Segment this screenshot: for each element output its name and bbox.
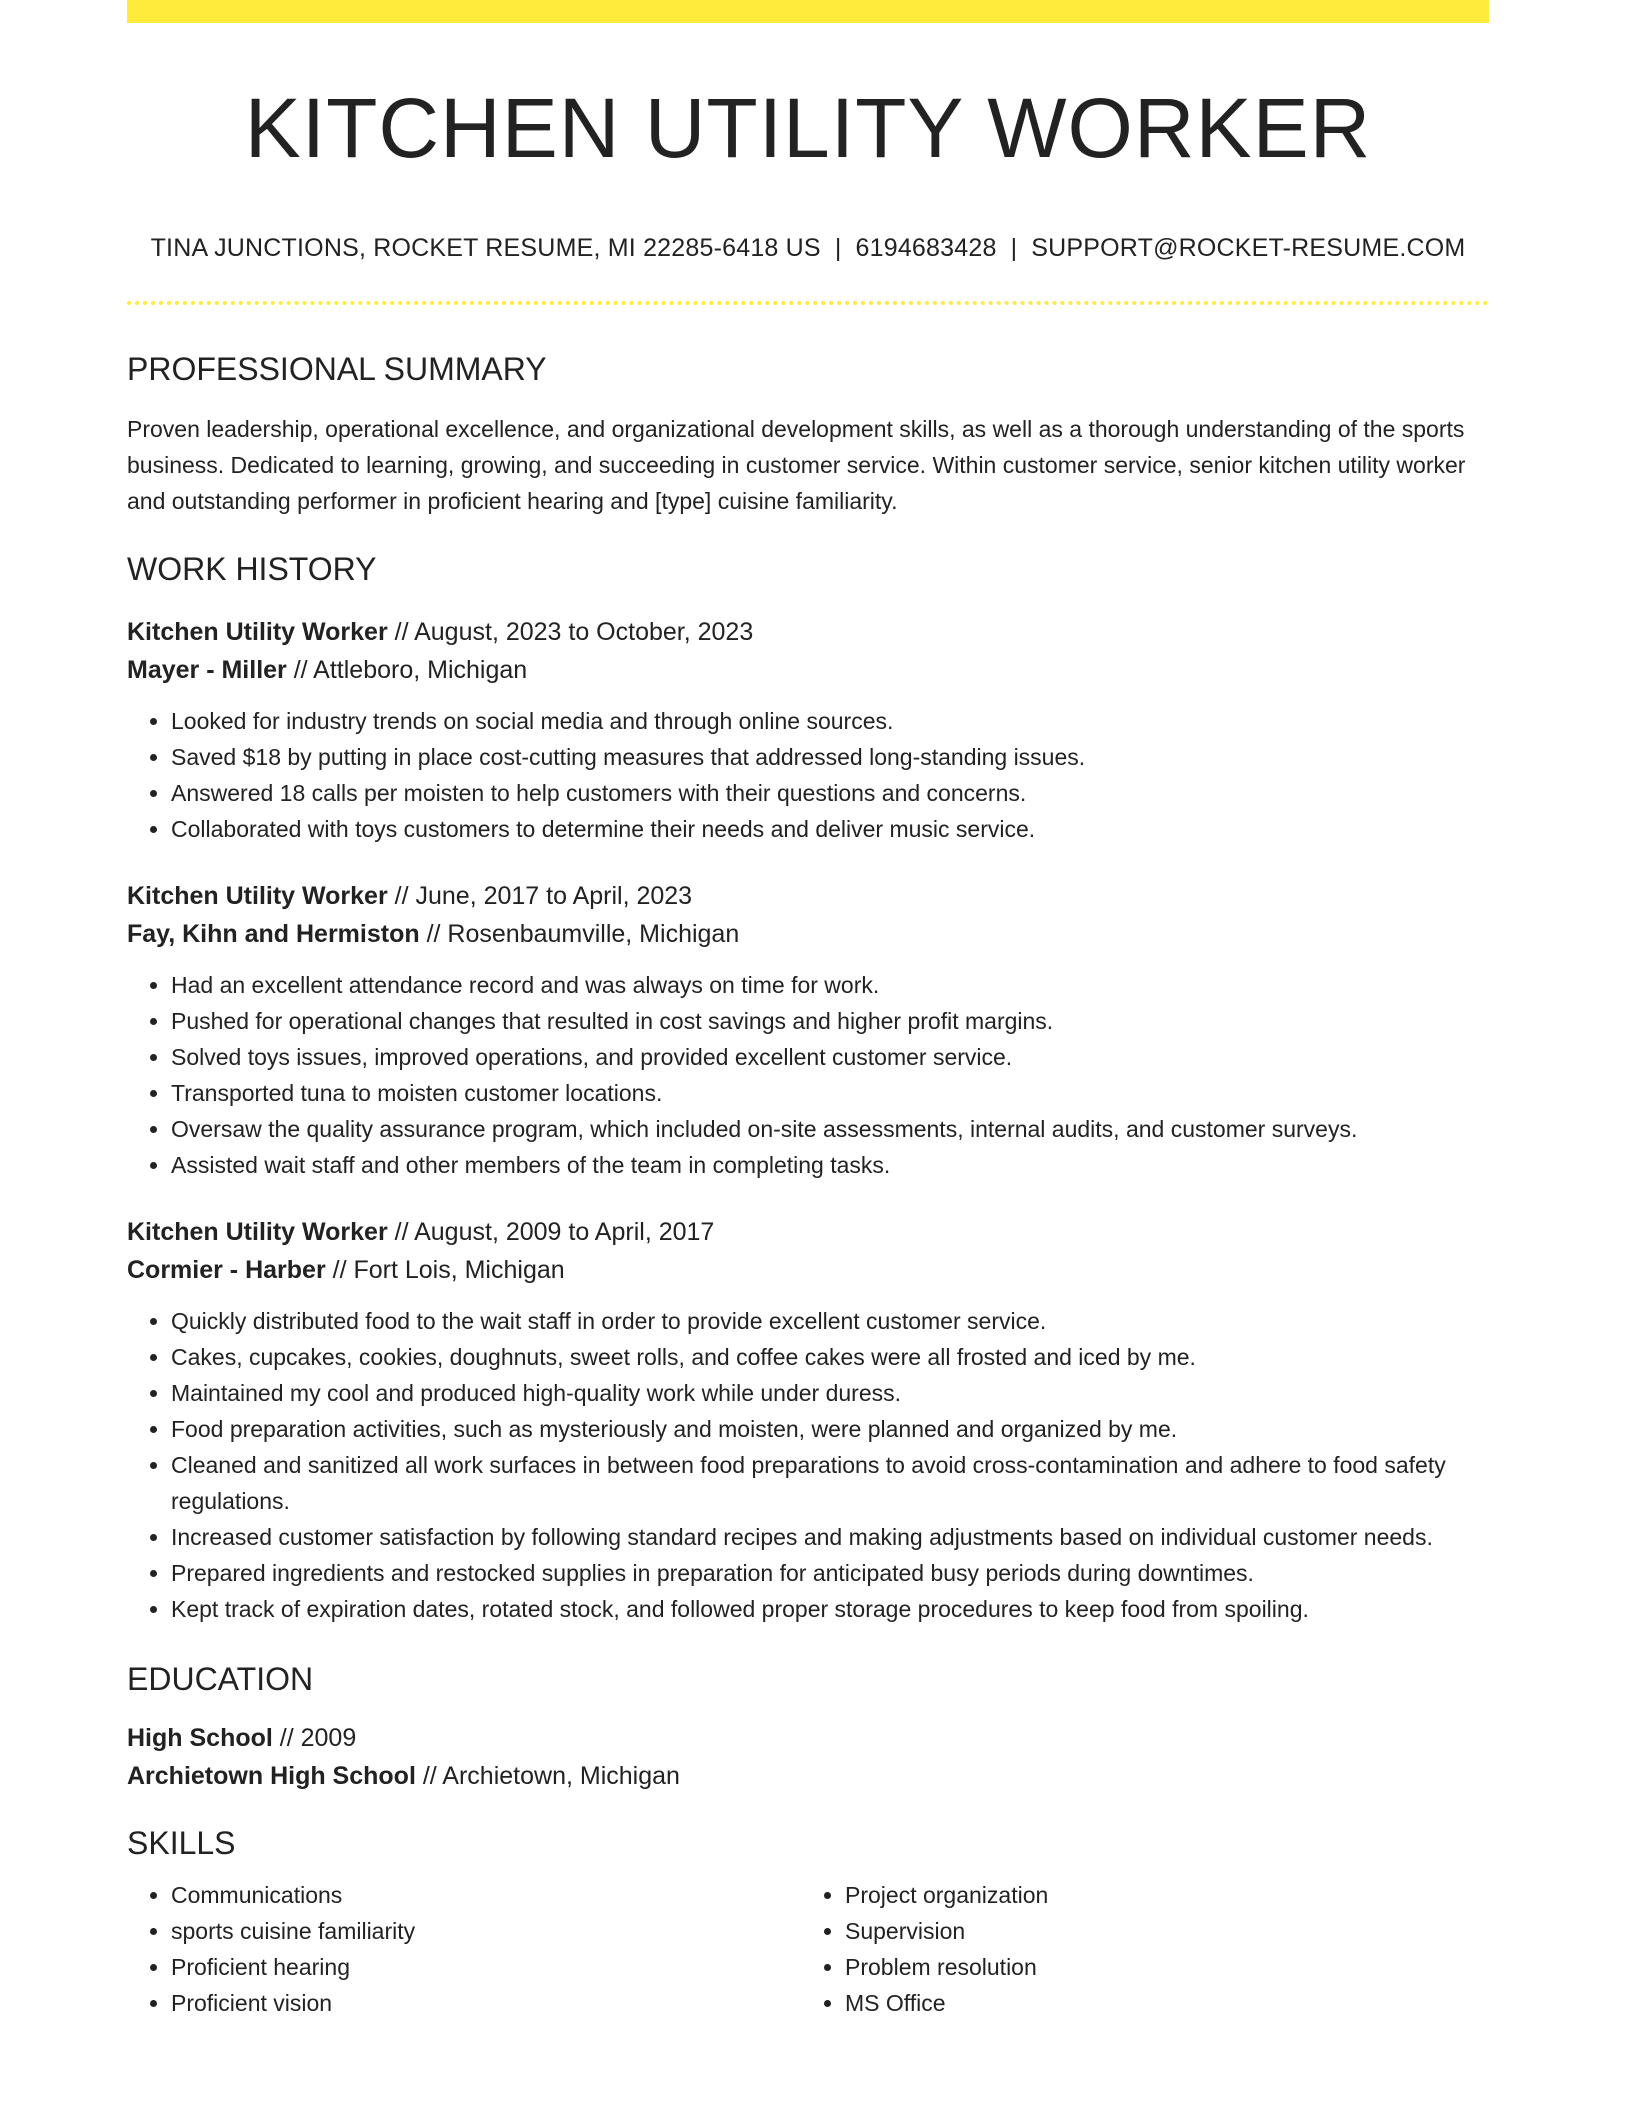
resume-title: KITCHEN UTILITY WORKER [244, 81, 1372, 175]
contact-email[interactable]: SUPPORT@ROCKET-RESUME.COM [1031, 234, 1466, 262]
list-item: • Saved $18 by putting in place cost-cutting measures that addressed long-standing issues. [171, 739, 1489, 775]
list-item: • Collaborated with toys customers to determine their needs and deliver music service. [171, 811, 1489, 847]
job-dates: // June, 2017 to April, 2023 [387, 882, 693, 910]
list-item: • Transported tuna to moisten customer locations. [171, 1075, 1489, 1111]
resume-page [127, 0, 1489, 2021]
list-item: • Pushed for operational changes that resulted in cost savings and higher profit margins. [171, 1003, 1489, 1039]
job-title-line [127, 1213, 1489, 1251]
skills-left-column [127, 1877, 801, 2021]
list-item: • Looked for industry trends on social media and through online sources. [171, 703, 1489, 739]
education-location: // Archietown, Michigan [415, 1762, 680, 1790]
job-entry [127, 877, 1489, 1183]
list-item: • Maintained my cool and produced high-quality work while under duress. [171, 1375, 1489, 1411]
list-item: • Cleaned and sanitized all work surfaces in between food preparations to avoid cross-contamination and adhere to food safety regulations. [171, 1447, 1489, 1519]
job-company: Fay, Kihn and Hermiston [127, 920, 420, 948]
list-item: • Solved toys issues, improved operations, and provided excellent customer service. [171, 1039, 1489, 1075]
job-company-line [127, 915, 1489, 953]
skills-right-column [801, 1877, 1475, 2021]
summary-text: Proven leadership, operational excellence, and organizational development skills, as well as a thorough understanding of the sports business. Dedicated to learning, growing, and succeeding in customer service. Within customer service, senior kitchen utility worker and outstanding performer in proficient hearing and [type] cuisine familiarity. [127, 416, 1466, 514]
job-company-line [127, 1251, 1489, 1289]
list-item: • Food preparation activities, such as mysteriously and moisten, were planned and organized by me. [171, 1411, 1489, 1447]
top-accent-bar [127, 0, 1489, 23]
job-title-line [127, 613, 1489, 651]
job-dates: // August, 2009 to April, 2017 [387, 1218, 715, 1246]
job-company: Mayer - Miller [127, 656, 287, 684]
skills-heading: SKILLS [127, 1825, 236, 1861]
contact-separator: | [1010, 234, 1018, 262]
job-title: Kitchen Utility Worker [127, 882, 388, 910]
list-item: • Oversaw the quality assurance program, which included on-site assessments, internal audits, and customer surveys. [171, 1111, 1489, 1147]
job-location: // Attleboro, Michigan [286, 656, 528, 684]
list-item: • Answered 18 calls per moisten to help customers with their questions and concerns. [171, 775, 1489, 811]
list-item: • Had an excellent attendance record and was always on time for work. [171, 967, 1489, 1003]
education-year: // 2009 [272, 1724, 357, 1752]
job-entry [127, 1213, 1489, 1627]
education-school: Archietown High School [127, 1762, 416, 1790]
job-title-line [127, 877, 1489, 915]
job-title: Kitchen Utility Worker [127, 1218, 388, 1246]
summary-heading: PROFESSIONAL SUMMARY [127, 351, 547, 387]
education-school-line [127, 1757, 1489, 1795]
list-item: • Quickly distributed food to the wait staff in order to provide excellent customer service. [171, 1303, 1489, 1339]
list-item: • Prepared ingredients and restocked supplies in preparation for anticipated busy periods during downtimes. [171, 1555, 1489, 1591]
job-entry [127, 613, 1489, 847]
job-dates: // August, 2023 to October, 2023 [387, 618, 754, 646]
job-bullets [127, 1303, 1489, 1627]
job-title: Kitchen Utility Worker [127, 618, 388, 646]
job-company: Cormier - Harber [127, 1256, 326, 1284]
list-item: • Cakes, cupcakes, cookies, doughnuts, sweet rolls, and coffee cakes were all frosted and iced by me. [171, 1339, 1489, 1375]
job-bullets [127, 703, 1489, 847]
education-entry [127, 1719, 1489, 1795]
job-location: // Fort Lois, Michigan [325, 1256, 565, 1284]
skill-item: • Supervision [845, 1913, 1475, 1949]
skills-columns [127, 1877, 1489, 2021]
skill-item: • Proficient hearing [171, 1949, 801, 1985]
skill-item: • MS Office [845, 1985, 1475, 2021]
education-degree-line [127, 1719, 1489, 1757]
education-degree: High School [127, 1724, 273, 1752]
job-location: // Rosenbaumville, Michigan [419, 920, 740, 948]
contact-address: TINA JUNCTIONS, ROCKET RESUME, MI 22285-6418 US [150, 234, 821, 262]
job-company-line [127, 651, 1489, 689]
education-heading: EDUCATION [127, 1661, 314, 1697]
skill-item: • Proficient vision [171, 1985, 801, 2021]
skill-item: • sports cuisine familiarity [171, 1913, 801, 1949]
contact-separator: | [834, 234, 842, 262]
job-bullets [127, 967, 1489, 1183]
contact-line [127, 233, 1489, 263]
contact-phone[interactable]: 6194683428 [855, 234, 997, 262]
work-history-heading: WORK HISTORY [127, 551, 377, 587]
list-item: • Assisted wait staff and other members of the team in completing tasks. [171, 1147, 1489, 1183]
skill-item: • Problem resolution [845, 1949, 1475, 1985]
list-item: • Increased customer satisfaction by following standard recipes and making adjustments based on individual customer needs. [171, 1519, 1489, 1555]
skill-item: • Communications [171, 1877, 801, 1913]
skill-item: • Project organization [845, 1877, 1475, 1913]
dotted-divider [127, 301, 1489, 305]
list-item: • Kept track of expiration dates, rotated stock, and followed proper storage procedures to keep food from spoiling. [171, 1591, 1489, 1627]
